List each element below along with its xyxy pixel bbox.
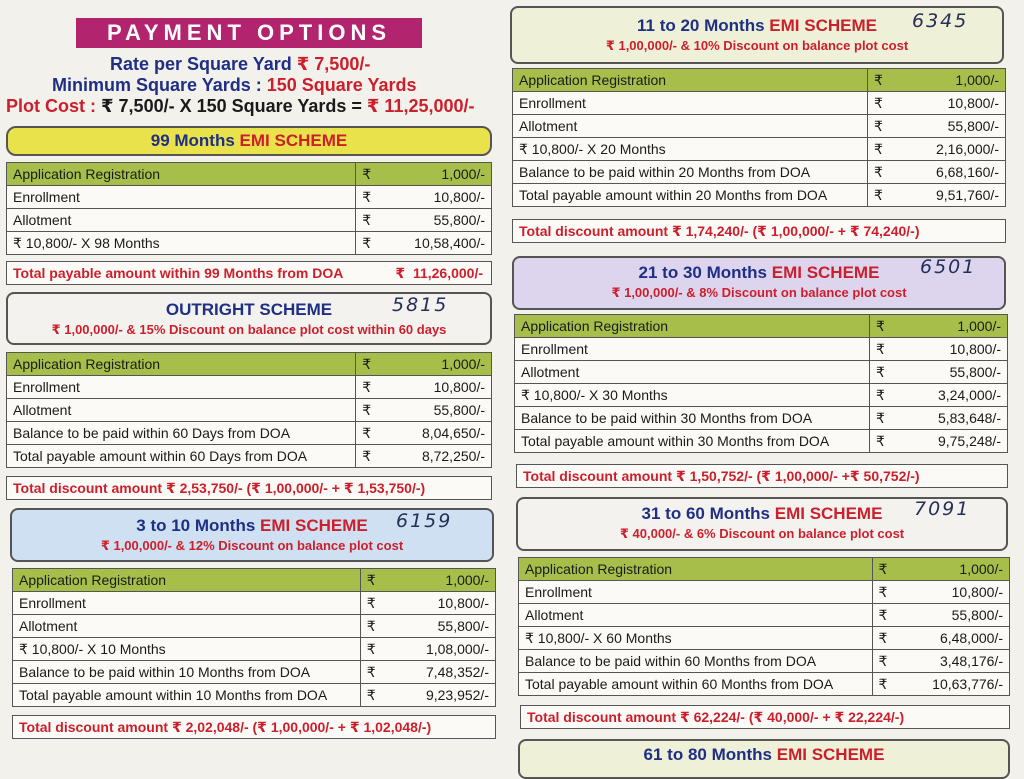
s31to60-row bbox=[519, 558, 1010, 581]
min-line bbox=[52, 75, 417, 96]
s99-cell-currency-symbol: ₹ bbox=[356, 209, 376, 232]
s3to10-row bbox=[13, 638, 496, 661]
outright-handwritten-note: 5815 bbox=[392, 294, 449, 316]
outright-row bbox=[7, 399, 492, 422]
s99-cell-label: ₹ 10,800/- X 98 Months bbox=[7, 232, 356, 255]
s99-row bbox=[7, 163, 492, 186]
scheme-21to30-title: 21 to 30 Months bbox=[638, 263, 768, 282]
s11to20-cell-currency-symbol: ₹ bbox=[867, 184, 887, 207]
s99-cell-currency-symbol: ₹ bbox=[356, 163, 376, 186]
s3to10-cell-amount: 7,48,352/- bbox=[380, 661, 495, 684]
s3to10-cell-label: Application Registration bbox=[13, 569, 361, 592]
s21to30-cell-label: Balance to be paid within 30 Months from DOA bbox=[515, 407, 870, 430]
s21to30-cell-currency-symbol: ₹ bbox=[869, 361, 889, 384]
s99-cell-currency-symbol: ₹ bbox=[356, 232, 376, 255]
s99-cell-label: Allotment bbox=[7, 209, 356, 232]
s3to10-cell-label: Allotment bbox=[13, 615, 361, 638]
s31to60-row bbox=[519, 673, 1010, 696]
s3to10-cell-currency-symbol: ₹ bbox=[360, 592, 380, 615]
scheme-3to10-subtitle: ₹ 1,00,000/- & 12% Discount on balance plot cost bbox=[100, 538, 404, 553]
s31to60-cell-currency-symbol: ₹ bbox=[872, 673, 892, 696]
min-value: 150 Square Yards bbox=[266, 75, 417, 95]
s21to30-row bbox=[515, 361, 1008, 384]
s31to60-row bbox=[519, 650, 1010, 673]
s3to10-cell-amount: 1,08,000/- bbox=[380, 638, 495, 661]
plot-label: Plot Cost : bbox=[6, 96, 96, 116]
s31to60-row bbox=[519, 627, 1010, 650]
s3to10-cell-currency-symbol: ₹ bbox=[360, 569, 380, 592]
s21to30-cell-label: ₹ 10,800/- X 30 Months bbox=[515, 384, 870, 407]
scheme-31to60-subtitle: ₹ 40,000/- & 6% Discount on balance plot cost bbox=[619, 526, 905, 541]
s11to20-cell-amount: 10,800/- bbox=[887, 92, 1005, 115]
s31to60-cell-amount: 1,000/- bbox=[892, 558, 1009, 581]
s11to20-row bbox=[513, 138, 1006, 161]
s31to60-cell-label: Application Registration bbox=[519, 558, 873, 581]
plot-line bbox=[6, 96, 475, 117]
scheme-99-total-label: Total payable amount within 99 Months from DOA bbox=[13, 265, 344, 281]
scheme-99-title-suffix: EMI SCHEME bbox=[239, 131, 348, 150]
scheme-3to10-discount-row: Total discount amount ₹ 2,02,048/- (₹ 1,00,000/- + ₹ 1,02,048/-) bbox=[12, 715, 496, 739]
s11to20-row bbox=[513, 92, 1006, 115]
s21to30-cell-label: Allotment bbox=[515, 361, 870, 384]
s31to60-cell-currency-symbol: ₹ bbox=[872, 558, 892, 581]
plot-calc: ₹ 7,500/- X 150 Square Yards = bbox=[101, 96, 362, 116]
s31to60-cell-amount: 3,48,176/- bbox=[892, 650, 1009, 673]
s31to60-cell-amount: 10,800/- bbox=[892, 581, 1009, 604]
scheme-99-total-sym: ₹ bbox=[395, 265, 406, 281]
scheme-21to30-discount-row: Total discount amount ₹ 1,50,752/- (₹ 1,00,000/- +₹ 50,752/-) bbox=[516, 464, 1008, 488]
s3to10-cell-label: ₹ 10,800/- X 10 Months bbox=[13, 638, 361, 661]
outright-cell-currency-symbol: ₹ bbox=[356, 445, 376, 468]
s99-row bbox=[7, 186, 492, 209]
s11to20-cell-amount: 9,51,760/- bbox=[887, 184, 1005, 207]
outright-cell-amount: 8,72,250/- bbox=[376, 445, 492, 468]
s3to10-cell-currency-symbol: ₹ bbox=[360, 615, 380, 638]
scheme-31to60-table bbox=[518, 557, 1010, 696]
outright-row bbox=[7, 376, 492, 399]
s21to30-cell-label: Enrollment bbox=[515, 338, 870, 361]
scheme-21to30-title-suffix: EMI SCHEME bbox=[771, 263, 880, 282]
s11to20-row bbox=[513, 69, 1006, 92]
s21to30-cell-label: Application Registration bbox=[515, 315, 870, 338]
s3to10-cell-label: Total payable amount within 10 Months from DOA bbox=[13, 684, 361, 707]
s11to20-row bbox=[513, 184, 1006, 207]
scheme-99-header bbox=[6, 126, 492, 156]
s11to20-cell-amount: 55,800/- bbox=[887, 115, 1005, 138]
s3to10-row bbox=[13, 615, 496, 638]
s11to20-cell-amount: 6,68,160/- bbox=[887, 161, 1005, 184]
outright-cell-currency-symbol: ₹ bbox=[356, 422, 376, 445]
s99-cell-currency-symbol: ₹ bbox=[356, 186, 376, 209]
s3to10-row bbox=[13, 592, 496, 615]
s99-cell-amount: 10,58,400/- bbox=[376, 232, 492, 255]
s21to30-cell-amount: 9,75,248/- bbox=[889, 430, 1007, 453]
outright-cell-currency-symbol: ₹ bbox=[356, 353, 376, 376]
s11to20-cell-amount: 2,16,000/- bbox=[887, 138, 1005, 161]
scheme-11to20-handwritten-note: 6345 bbox=[912, 10, 969, 32]
s3to10-cell-currency-symbol: ₹ bbox=[360, 638, 380, 661]
s11to20-cell-label: Application Registration bbox=[513, 69, 868, 92]
s21to30-row bbox=[515, 338, 1008, 361]
outright-cell-amount: 10,800/- bbox=[376, 376, 492, 399]
scheme-99-title: 99 Months bbox=[150, 131, 235, 150]
outright-cell-label: Total payable amount within 60 Days from DOA bbox=[7, 445, 356, 468]
s11to20-cell-currency-symbol: ₹ bbox=[867, 115, 887, 138]
s3to10-row bbox=[13, 569, 496, 592]
scheme-3to10-title: 3 to 10 Months bbox=[136, 516, 256, 535]
s3to10-cell-amount: 10,800/- bbox=[380, 592, 495, 615]
s3to10-row bbox=[13, 684, 496, 707]
s99-row bbox=[7, 209, 492, 232]
s21to30-cell-amount: 3,24,000/- bbox=[889, 384, 1007, 407]
s21to30-cell-currency-symbol: ₹ bbox=[869, 430, 889, 453]
rate-line bbox=[110, 54, 370, 75]
s11to20-cell-label: ₹ 10,800/- X 20 Months bbox=[513, 138, 868, 161]
outright-cell-label: Allotment bbox=[7, 399, 356, 422]
outright-subtitle: ₹ 1,00,000/- & 15% Discount on balance plot cost within 60 days bbox=[51, 322, 447, 337]
payment-options-title: PAYMENT OPTIONS bbox=[76, 18, 422, 48]
outright-title: OUTRIGHT SCHEME bbox=[165, 300, 333, 319]
scheme-31to60-discount-row: Total discount amount ₹ 62,224/- (₹ 40,000/- + ₹ 22,224/-) bbox=[520, 705, 1010, 729]
s21to30-cell-label: Total payable amount within 30 Months from DOA bbox=[515, 430, 870, 453]
s31to60-cell-label: Enrollment bbox=[519, 581, 873, 604]
scheme-21to30-subtitle: ₹ 1,00,000/- & 8% Discount on balance plot cost bbox=[611, 285, 907, 300]
s3to10-cell-amount: 1,000/- bbox=[380, 569, 495, 592]
outright-cell-label: Application Registration bbox=[7, 353, 356, 376]
s99-cell-amount: 10,800/- bbox=[376, 186, 492, 209]
scheme-11to20-discount-row: Total discount amount ₹ 1,74,240/- (₹ 1,00,000/- + ₹ 74,240/-) bbox=[512, 219, 1006, 243]
scheme-3to10-handwritten-note: 6159 bbox=[396, 510, 453, 532]
s3to10-row bbox=[13, 661, 496, 684]
outright-cell-label: Balance to be paid within 60 Days from DOA bbox=[7, 422, 356, 445]
scheme-11to20-table bbox=[512, 68, 1006, 207]
s11to20-cell-currency-symbol: ₹ bbox=[867, 69, 887, 92]
scheme-99-total-amt: 11,26,000/- bbox=[412, 265, 483, 281]
s11to20-cell-label: Allotment bbox=[513, 115, 868, 138]
plot-value: ₹ 11,25,000/- bbox=[366, 96, 475, 116]
s3to10-cell-label: Balance to be paid within 10 Months from DOA bbox=[13, 661, 361, 684]
scheme-99-total-row bbox=[6, 261, 492, 285]
scheme-11to20-title: 11 to 20 Months bbox=[637, 16, 765, 35]
s11to20-cell-amount: 1,000/- bbox=[887, 69, 1005, 92]
s31to60-cell-currency-symbol: ₹ bbox=[872, 627, 892, 650]
outright-row bbox=[7, 422, 492, 445]
outright-cell-amount: 8,04,650/- bbox=[376, 422, 492, 445]
s99-cell-amount: 1,000/- bbox=[376, 163, 492, 186]
s11to20-cell-currency-symbol: ₹ bbox=[867, 161, 887, 184]
s31to60-row bbox=[519, 581, 1010, 604]
scheme-3to10-table bbox=[12, 568, 496, 707]
s21to30-cell-amount: 5,83,648/- bbox=[889, 407, 1007, 430]
s99-cell-amount: 55,800/- bbox=[376, 209, 492, 232]
s11to20-cell-currency-symbol: ₹ bbox=[867, 92, 887, 115]
s21to30-cell-currency-symbol: ₹ bbox=[869, 384, 889, 407]
s31to60-cell-label: Total payable amount within 60 Months from DOA bbox=[519, 673, 873, 696]
s3to10-cell-label: Enrollment bbox=[13, 592, 361, 615]
outright-row bbox=[7, 445, 492, 468]
s11to20-row bbox=[513, 161, 1006, 184]
s21to30-cell-amount: 55,800/- bbox=[889, 361, 1007, 384]
rate-label: Rate per Square Yard bbox=[110, 54, 292, 74]
scheme-21to30-table bbox=[514, 314, 1008, 453]
outright-cell-currency-symbol: ₹ bbox=[356, 399, 376, 422]
s21to30-cell-currency-symbol: ₹ bbox=[869, 338, 889, 361]
s21to30-row bbox=[515, 384, 1008, 407]
s21to30-cell-currency-symbol: ₹ bbox=[869, 315, 889, 338]
rate-value: ₹ 7,500/- bbox=[296, 54, 371, 74]
s21to30-row bbox=[515, 407, 1008, 430]
s3to10-cell-currency-symbol: ₹ bbox=[360, 661, 380, 684]
outright-cell-label: Enrollment bbox=[7, 376, 356, 399]
s11to20-cell-currency-symbol: ₹ bbox=[867, 138, 887, 161]
scheme-31to60-handwritten-note: 7091 bbox=[914, 498, 971, 520]
s31to60-cell-label: Allotment bbox=[519, 604, 873, 627]
s3to10-cell-amount: 55,800/- bbox=[380, 615, 495, 638]
outright-discount-row: Total discount amount ₹ 2,53,750/- (₹ 1,00,000/- + ₹ 1,53,750/-) bbox=[6, 476, 492, 500]
s31to60-cell-label: ₹ 10,800/- X 60 Months bbox=[519, 627, 873, 650]
scheme-21to30-handwritten-note: 6501 bbox=[920, 256, 977, 278]
s21to30-cell-amount: 1,000/- bbox=[889, 315, 1007, 338]
s11to20-cell-label: Enrollment bbox=[513, 92, 868, 115]
outright-cell-amount: 1,000/- bbox=[376, 353, 492, 376]
s11to20-cell-label: Total payable amount within 20 Months from DOA bbox=[513, 184, 868, 207]
s11to20-row bbox=[513, 115, 1006, 138]
min-label: Minimum Square Yards : bbox=[52, 75, 262, 95]
s3to10-cell-amount: 9,23,952/- bbox=[380, 684, 495, 707]
s3to10-cell-currency-symbol: ₹ bbox=[360, 684, 380, 707]
scheme-31to60-title: 31 to 60 Months bbox=[641, 504, 771, 523]
s21to30-cell-currency-symbol: ₹ bbox=[869, 407, 889, 430]
outright-cell-currency-symbol: ₹ bbox=[356, 376, 376, 399]
scheme-11to20-title-suffix: EMI SCHEME bbox=[769, 16, 877, 35]
s31to60-row bbox=[519, 604, 1010, 627]
s31to60-cell-amount: 6,48,000/- bbox=[892, 627, 1009, 650]
s99-cell-label: Enrollment bbox=[7, 186, 356, 209]
s21to30-row bbox=[515, 430, 1008, 453]
scheme-99-table bbox=[6, 162, 492, 255]
s31to60-cell-currency-symbol: ₹ bbox=[872, 604, 892, 627]
outright-table bbox=[6, 352, 492, 468]
outright-cell-amount: 55,800/- bbox=[376, 399, 492, 422]
scheme-3to10-title-suffix: EMI SCHEME bbox=[260, 516, 368, 535]
scheme-61to80-title: 61 to 80 Months bbox=[643, 745, 773, 764]
s21to30-row bbox=[515, 315, 1008, 338]
outright-row bbox=[7, 353, 492, 376]
scheme-11to20-subtitle: ₹ 1,00,000/- & 10% Discount on balance plot cost bbox=[605, 38, 909, 53]
s99-cell-label: Application Registration bbox=[7, 163, 356, 186]
s21to30-cell-amount: 10,800/- bbox=[889, 338, 1007, 361]
s11to20-cell-label: Balance to be paid within 20 Months from DOA bbox=[513, 161, 868, 184]
scheme-61to80-title-suffix: EMI SCHEME bbox=[776, 745, 885, 764]
s31to60-cell-label: Balance to be paid within 60 Months from DOA bbox=[519, 650, 873, 673]
s99-row bbox=[7, 232, 492, 255]
scheme-61to80-header bbox=[518, 739, 1010, 779]
scheme-31to60-title-suffix: EMI SCHEME bbox=[774, 504, 883, 523]
s31to60-cell-amount: 10,63,776/- bbox=[892, 673, 1009, 696]
s31to60-cell-currency-symbol: ₹ bbox=[872, 581, 892, 604]
s31to60-cell-amount: 55,800/- bbox=[892, 604, 1009, 627]
s31to60-cell-currency-symbol: ₹ bbox=[872, 650, 892, 673]
